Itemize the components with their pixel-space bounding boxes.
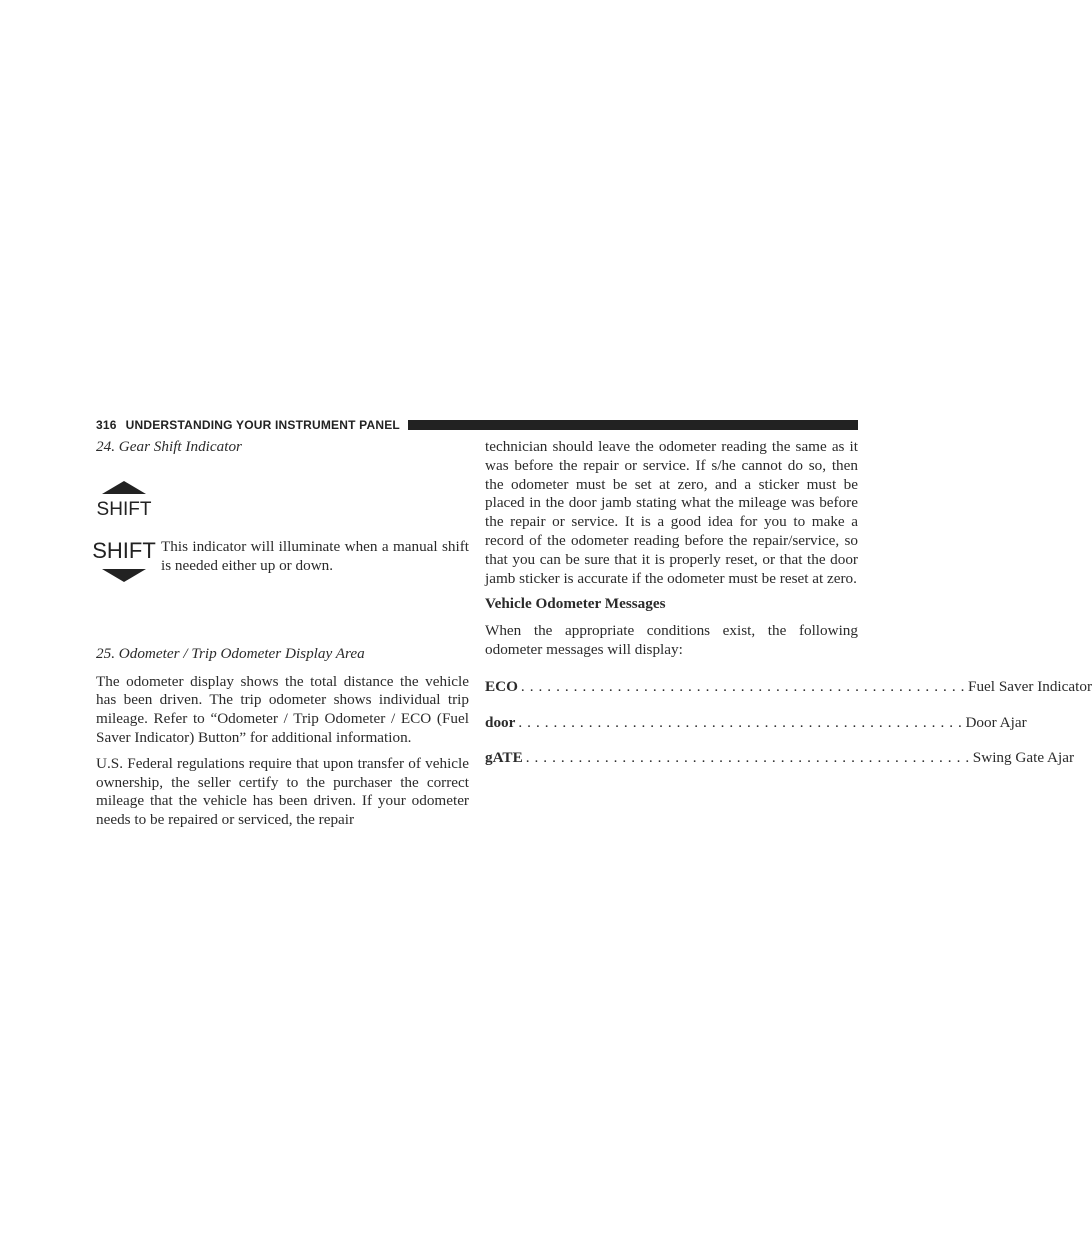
shift-up-label: SHIFT xyxy=(96,498,152,520)
leader-dots xyxy=(526,749,970,768)
page-header xyxy=(96,417,858,433)
item-24-title: 24. Gear Shift Indicator xyxy=(96,438,242,455)
message-code: door xyxy=(485,713,516,731)
page-number: 316 xyxy=(96,418,117,432)
item-24-description: This indicator will illuminate when a manual shift is needed either up or down. xyxy=(161,537,469,574)
odometer-paragraph-2: U.S. Federal regulations require that upon transfer of vehicle ownership, the seller certify to the purchaser the correct mileage that the vehicle has been driven. If your odometer needs to be repaired or serviced, the repair xyxy=(96,754,469,829)
shift-indicator-icons xyxy=(92,479,156,584)
messages-intro: When the appropriate conditions exist, the following odometer messages will display: xyxy=(485,622,858,658)
odometer-messages-list xyxy=(485,677,1092,768)
shift-down-label: SHIFT xyxy=(92,537,156,563)
shift-up-icon xyxy=(96,479,152,519)
message-row-eco xyxy=(485,677,1092,697)
leader-dots xyxy=(521,678,965,697)
right-column xyxy=(485,438,1092,768)
message-code: gATE xyxy=(485,749,523,767)
message-row-gate xyxy=(485,749,1075,768)
message-meaning: Swing Gate Ajar xyxy=(972,749,1075,767)
odometer-paragraph-1: The odometer display shows the total distance the vehicle has been driven. The trip odometer shows individual trip mileage. Refer to “Odometer / Trip Odometer / ECO (Fuel Saver Indicator) Button” for additional information. xyxy=(96,672,469,746)
leader-dots xyxy=(518,714,962,733)
message-row-door xyxy=(485,713,1027,733)
odometer-paragraph-continued: technician should leave the odometer reading the same as it was before the repair or service. If s/he cannot do so, then the odometer must be set at zero, and a sticker must be placed in the door jamb stating what the mileage was before the repair or service. It is a good idea for you to make a record of the odometer reading before the repair/service, so that you can be sure that it is properly reset, or that the door jamb sticker is accurate if the odometer must be reset at zero. xyxy=(485,438,858,587)
shift-down-icon xyxy=(92,537,156,584)
header-rule xyxy=(408,420,858,430)
vehicle-odometer-messages-heading: Vehicle Odometer Messages xyxy=(485,595,666,613)
section-title: UNDERSTANDING YOUR INSTRUMENT PANEL xyxy=(125,418,400,432)
item-25-title: 25. Odometer / Trip Odometer Display Area xyxy=(96,644,365,662)
gear-shift-indicator-block xyxy=(92,479,469,599)
left-column xyxy=(92,438,469,830)
message-meaning: Door Ajar xyxy=(965,713,1027,731)
message-code: ECO xyxy=(485,677,518,695)
message-meaning: Fuel Saver Indicator xyxy=(968,677,1092,695)
